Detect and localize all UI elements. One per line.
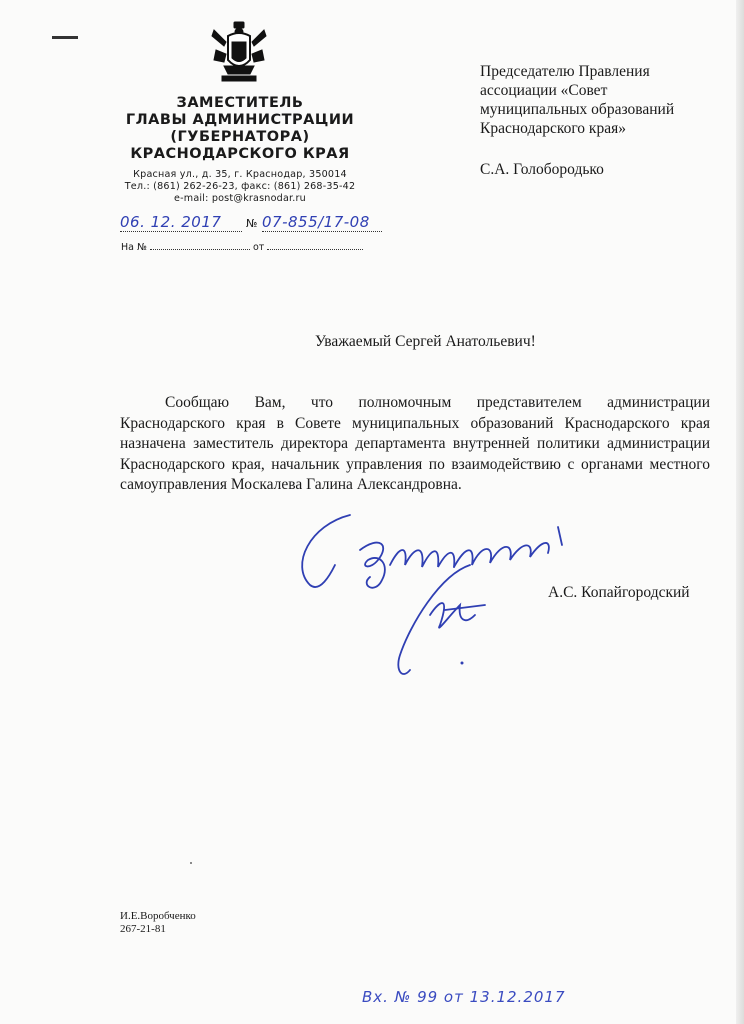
header-title-line-3: (ГУБЕРНАТОРА) (170, 129, 310, 145)
number-sign: № (246, 217, 258, 230)
scan-edge (736, 0, 744, 1024)
registration-date: 06. 12. 2017 (120, 213, 222, 231)
reference-line (121, 242, 363, 253)
executor-name: И.Е.Воробченко (120, 910, 196, 922)
registration-number-field (262, 213, 382, 232)
header-title-line-2: ГЛАВЫ АДМИНИСТРАЦИИ (125, 112, 355, 128)
reference-from: от (252, 242, 265, 253)
executor-phone: 267-21-81 (120, 923, 166, 935)
header-title-line-1: ЗАМЕСТИТЕЛЬ (176, 95, 304, 111)
signer-name: А.С. Копайгородский (548, 584, 690, 601)
header-address-line-1: Красная ул., д. 35, г. Краснодар, 350014 (133, 169, 347, 180)
reference-date-field (267, 249, 363, 250)
addressee-block (480, 62, 720, 138)
registration-date-field (120, 213, 242, 232)
header-address-line-3: e-mail: post@krasnodar.ru (174, 193, 306, 204)
scan-dot (190, 862, 192, 864)
registration-date-line (120, 213, 242, 231)
addressee-name: С.А. Голобородько (480, 161, 604, 178)
executor-block (120, 910, 196, 936)
addressee-line-1: Председателю Правления (480, 63, 650, 80)
salutation: Уважаемый Сергей Анатольевич! (315, 333, 536, 350)
registration-number-line (262, 213, 382, 231)
incoming-registration-note: Вх. № 99 от 13.12.2017 (362, 988, 566, 1006)
reference-prefix: На № (121, 242, 147, 253)
letter-body: Сообщаю Вам, что полномочным представителем администрации Краснодарского края в Совете муниципальных образований Краснодарского края назначена заместитель директора департамента внутренней политики администрации Краснодарского края, начальник управления по взаимодействию с органами местного самоуправления Москалева Галина Александровна. (120, 394, 710, 493)
coat-of-arms-icon (210, 20, 268, 84)
addressee-line-3: муниципальных образований (480, 101, 675, 118)
addressee-line-2: ассоциации «Совет (480, 82, 608, 99)
registration-number: 07-855/17-08 (262, 213, 370, 231)
reference-number-field (150, 249, 250, 250)
header-title-line-4: КРАСНОДАРСКОГО КРАЯ (130, 146, 350, 162)
handwritten-signature (290, 505, 590, 685)
addressee-line-4: Краснодарского края» (480, 120, 626, 137)
corner-mark (52, 36, 78, 39)
header-address-line-2: Тел.: (861) 262-26-23, факс: (861) 268-35-42 (124, 181, 356, 192)
